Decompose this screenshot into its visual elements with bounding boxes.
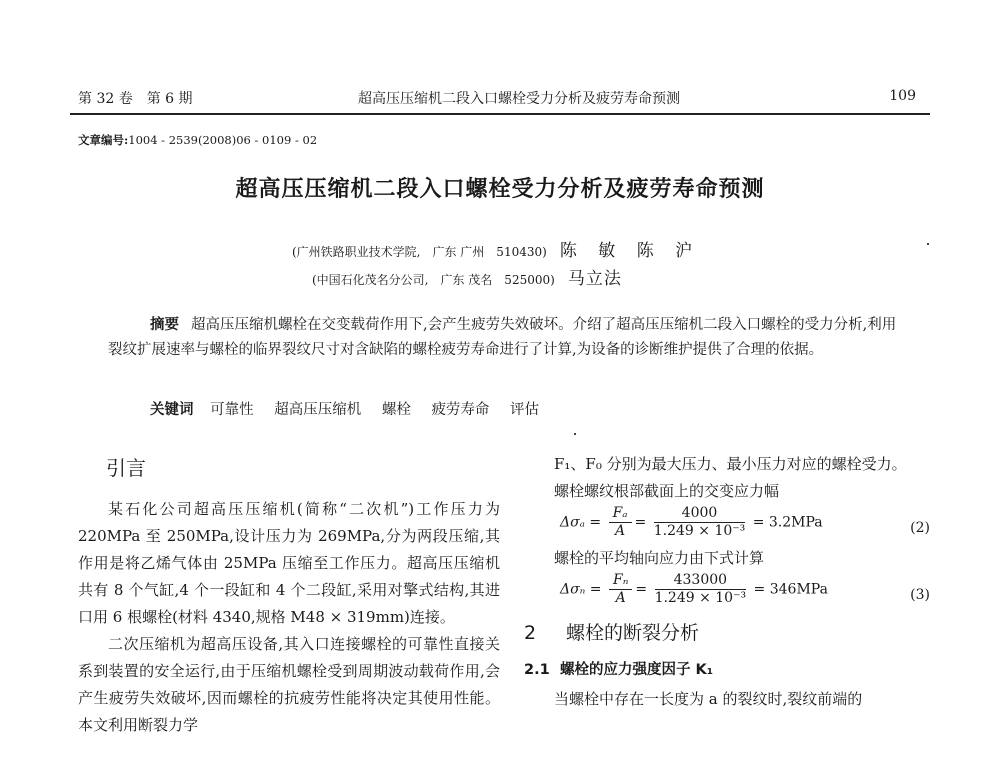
affiliation-institution: (广州铁路职业技术学院, 广东 广州 510430)	[292, 245, 547, 259]
header-divider	[70, 113, 930, 115]
subsection-number: 2.1	[524, 662, 550, 678]
affiliation-2	[312, 264, 622, 289]
fraction	[655, 572, 747, 607]
paragraph-mean-stress: 螺栓的平均轴向应力由下式计算	[554, 549, 765, 567]
keyword: 评估	[510, 402, 540, 418]
paper-title: 超高压压缩机二段入口螺栓受力分析及疲劳寿命预测	[235, 177, 765, 202]
affiliation-1	[292, 236, 700, 261]
equation-result: = 346MPa	[753, 581, 828, 598]
equation-3	[524, 572, 944, 612]
equation-body: Δσₐ = $\frac{\text{Fₐ}}{A}$ = $\frac{4000}{\text{1.249 × 10⁻³}}$ = 3.2MPa	[560, 505, 823, 539]
equation-2	[524, 505, 944, 545]
paragraph: 二次压缩机为超高压设备,其入口连接螺栓的可靠性直接关系到装置的安全运行,由于压缩机螺栓受到周期波动载荷作用,会产生疲劳失效破坏,因而螺栓的抗疲劳性能将决定其使用性能。本文利用断裂力学	[78, 635, 500, 734]
keyword: 螺栓	[381, 402, 411, 418]
equation-number: (2)	[910, 520, 930, 536]
denominator: A	[615, 590, 626, 606]
equation-lhs: Δσₐ =	[560, 514, 602, 531]
section-heading-introduction: 引言	[106, 456, 146, 480]
denominator: A	[614, 523, 626, 539]
author-names: 马立法	[567, 269, 622, 289]
equation-lhs: Δσₙ =	[560, 581, 602, 598]
equation-body: Δσₙ = $\frac{\text{Fₙ}}{A}$ = $\frac{433000}{\text{1.249 × 10⁻³}}$ = 346MPa	[560, 572, 828, 606]
running-header-title: 超高压压缩机二段入口螺栓受力分析及疲劳寿命预测	[358, 91, 680, 107]
abstract-label: 摘要	[150, 317, 179, 333]
article-number-value: 1004 - 2539(2008)06 - 0109 - 02	[128, 133, 318, 147]
article-number-label: 文章编号:	[78, 133, 129, 147]
keywords	[150, 398, 555, 419]
fraction	[654, 505, 746, 540]
paragraph-crack: 当螺栓中存在一长度为 a 的裂纹时,裂纹前端的	[554, 690, 863, 708]
equation-result: = 3.2MPa	[752, 514, 823, 531]
subsection-title: 螺栓的应力强度因子 K₁	[560, 662, 714, 678]
paragraph: 某石化公司超高压压缩机(简称“二次机”)工作压力为 220MPa 至 250MPa,设计压力为 269MPa,分为两段压缩,其作用是将乙烯气体由 25MPa 压缩至工作压力。超高压压缩机共有 8 个气缸,4 个一段缸和 4 个二段缸,采用对擎式结构,其进口用 6 根螺栓(材料 4340,规格 M48 × 319mm)连接。	[78, 500, 500, 626]
numerator: 4000	[654, 505, 746, 523]
journal-volume-issue: 第 32 卷 第 6 期	[78, 91, 193, 107]
fraction	[609, 505, 632, 540]
denominator: 1.249 × 10⁻³	[653, 523, 746, 539]
scan-artifact-dot	[927, 243, 929, 245]
keyword: 可靠性	[210, 402, 254, 418]
section-number: 2	[524, 622, 537, 644]
subsection-heading-2-1	[524, 657, 944, 684]
article-number	[78, 132, 317, 148]
abstract	[108, 313, 908, 363]
author-names: 陈 敏 陈 沪	[559, 241, 701, 261]
abstract-text: 超高压压缩机螺栓在交变载荷作用下,会产生疲劳失效破坏。介绍了超高压压缩机二段入口螺栓的受力分析,利用裂纹扩展速率与螺栓的临界裂纹尺寸对含缺陷的螺栓疲劳寿命进行了计算,为设备的诊断维护提供了合理的依据。	[108, 317, 897, 358]
scan-artifact-dot	[574, 433, 576, 435]
numerator: 433000	[655, 572, 747, 590]
page-number: 109	[889, 88, 916, 104]
fraction	[609, 572, 632, 607]
running-header	[78, 88, 916, 110]
denominator: 1.249 × 10⁻³	[654, 590, 747, 606]
equation-number: (3)	[910, 587, 930, 603]
keyword: 疲劳寿命	[431, 402, 490, 418]
paragraph-stress-amplitude: 螺栓螺纹根部截面上的交变应力幅	[554, 482, 780, 500]
section-heading-2	[524, 620, 944, 647]
keywords-label: 关键词	[150, 402, 194, 418]
paragraph-force-definition: F₁、F₀ 分别为最大压力、最小压力对应的螺栓受力。	[554, 455, 907, 473]
numerator: Fₙ	[609, 572, 632, 590]
right-column	[524, 451, 944, 713]
affiliation-institution: (中国石化茂名分公司, 广东 茂名 525000)	[312, 273, 555, 287]
numerator: Fₐ	[609, 505, 632, 523]
section-title: 螺栓的断裂分析	[566, 622, 700, 644]
left-column	[78, 455, 500, 739]
keyword: 超高压压缩机	[274, 402, 362, 418]
